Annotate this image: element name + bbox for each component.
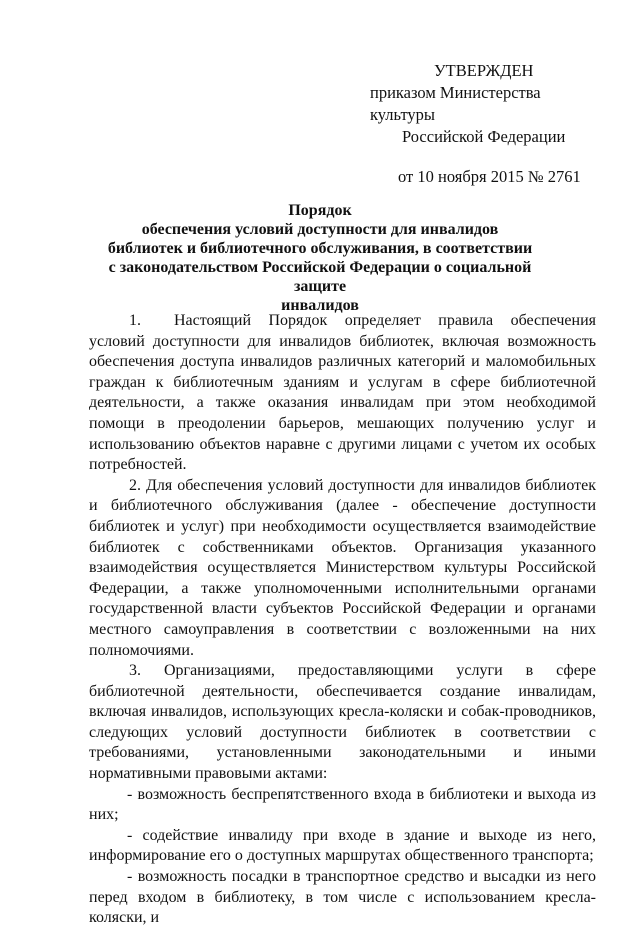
document-title xyxy=(90,201,550,315)
title-line-4: с законодательством Российской Федерации о социальной защите xyxy=(108,259,532,295)
document-body xyxy=(89,311,596,929)
approval-heading: УТВЕРЖДЕН xyxy=(434,61,534,80)
paragraph-1 xyxy=(89,311,596,476)
title-line-1: Порядок xyxy=(288,202,352,219)
bullet-3: - возможность посадки в транспортное средство и высадки из него перед входом в библиотеку, в том числе с использованием кресла-коляски, и xyxy=(89,868,596,927)
bullet-1: - возможность беспрепятственного входа в библиотеки и выхода из них; xyxy=(89,785,596,824)
paragraph-2: 2. Для обеспечения условий доступности для инвалидов библиотек и библиотечного обслуживания (далее - обеспечение доступности библиотек и услуг) при необходимости осуществляется взаимодействие библиотек с собственниками объектов. Организация указанного взаимодействия осуществляется Министерством культуры Российской Федерации, а также уполномоченными исполнительными органами государственной власти субъектов Российской Федерации и органами местного самоуправления в соответствии с возложенными на них полномочиями. xyxy=(89,476,596,659)
title-line-2: обеспечения условий доступности для инвалидов xyxy=(141,221,499,238)
approval-order-line: приказом Министерства культуры xyxy=(370,83,541,124)
paragraph-1-text: Настоящий Порядок определяет правила обеспечения условий доступности для инвалидов библиотек, включая возможность обеспечения доступа инвалидов различных категорий и маломобильных граждан к библиотечным зданиям и услугам в сфере библиотечной деятельности, а также оказания инвалидам при этом необходимой помощи в преодолении барьеров, мешающих получению услуг и использованию объектов наравне с другими лицами с учетом их особых потребностей. xyxy=(89,312,596,474)
approval-ministry-line: Российской Федерации xyxy=(402,127,566,146)
title-line-3: библиотек и библиотечного обслуживания, в соответствии xyxy=(107,240,533,257)
bullet-2: - содействие инвалиду при входе в здание и выходе из него, информирование его о доступных маршрутах общественного транспорта; xyxy=(89,826,596,865)
paragraph-3: 3. Организациями, предоставляющими услуги в сфере библиотечной деятельности, обеспечивается создание инвалидам, включая инвалидов, использующих кресла-коляски и собак-проводников, следующих условий доступности библиотек в соответствии с требованиями, установленными законодательными и иными нормативными правовыми актами: xyxy=(89,662,596,783)
paragraph-1-number: 1. xyxy=(129,312,141,329)
approval-date-line: от 10 ноября 2015 № 2761 xyxy=(398,167,581,186)
title-line-5: инвалидов xyxy=(281,297,359,314)
approval-block xyxy=(360,60,600,188)
